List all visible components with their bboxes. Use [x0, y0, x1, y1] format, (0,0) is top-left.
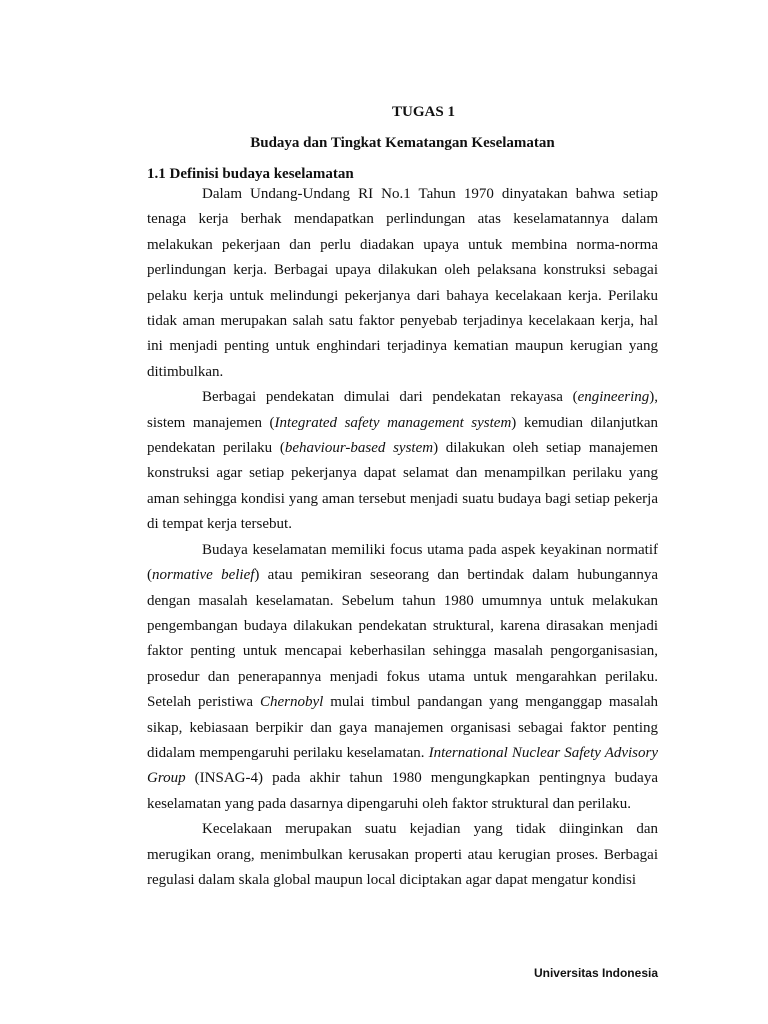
italic-term: Chernobyl — [259, 694, 324, 711]
paragraph-text: ), sistem manajemen ( — [147, 389, 658, 431]
paragraph-text: ) kemudian dilanjutkan pendekatan perilaku ( — [147, 414, 658, 457]
italic-term: normative belief — [152, 567, 255, 584]
paragraph-text: ) dilakukan oleh setiap manajemen konstruksi agar setiap pekerjanya dapat selamat dan menampilkan perilaku yang aman sehingga kondisi yang aman tersebut menjadi suatu budaya bagi setiap pekerja di tempat kerja tersebut. — [147, 440, 658, 533]
paragraph-text: Kecelakaan merupakan suatu kejadian yang tidak diinginkan dan merugikan orang, menimbulkan kerusakan properti atau kerugian proses. Berbagai regulasi dalam skala global maupun local diciptakan agar dapat mengatur kondisi — [147, 821, 658, 888]
paragraph-text: Berbagai pendekatan dimulai dari pendekatan rekayasa ( — [202, 389, 578, 406]
italic-term: behaviour-based system — [284, 440, 434, 457]
footer-institution: Universitas Indonesia — [533, 966, 658, 980]
paragraph-text: Dalam Undang-Undang RI No.1 Tahun 1970 dinyatakan bahwa setiap tenaga kerja berhak mendapatkan perlindungan atas keselamatannya dalam melakukan pekerjaan dan perlu diadakan upaya untuk membina norma-norma perlindungan kerja. Berbagai upaya dilakukan oleh pelaksana konstruksi sebagai pelaku kerja untuk melindungi pekerjanya dari bahaya kecelakaan kerja. Perilaku tidak aman merupakan salah satu faktor penyebab terjadinya kecelakaan kerja, hal ini menjadi penting untuk enghindari terjadinya kematian maupun kerugian yang ditimbulkan. — [147, 186, 658, 380]
document-subtitle: Budaya dan Tingkat Kematangan Keselamatan — [250, 135, 555, 151]
italic-term: Integrated safety management system — [274, 414, 512, 431]
paragraph — [147, 538, 658, 817]
paragraph — [147, 817, 658, 893]
italic-term: International Nuclear Safety Advisory Group — [147, 744, 659, 787]
paragraph-text: Budaya keselamatan memiliki focus utama pada aspek keyakinan normatif ( — [147, 541, 658, 584]
paragraph — [147, 182, 658, 385]
paragraph-text: mulai timbul pandangan yang menganggap masalah sikap, kebiasaan berpikir dan gaya manajemen organisasi sebagai faktor penting didalam mempengaruhi perilaku keselamatan. — [147, 694, 659, 761]
italic-term: engineering — [577, 389, 650, 406]
paragraph — [147, 385, 658, 537]
paragraph-text: ) atau pemikiran seseorang dan bertindak dalam hubungannya dengan masalah keselamatan. Sebelum tahun 1980 umumnya untuk melakukan pengembangan budaya dilakukan pendekatan struktural, karena dirasakan menjadi faktor penting untuk mencapai keberhasilan sehingga masalah pengorganisasian, prosedur dan penerapannya menjadi fokus utama untuk mengarahkan perilaku. Setelah peristiwa — [147, 567, 659, 711]
section-heading: 1.1 Definisi budaya keselamatan — [147, 166, 354, 182]
document-body — [147, 103, 658, 893]
document-title: TUGAS 1 — [392, 104, 455, 120]
paragraph-text: (INSAG-4) pada akhir tahun 1980 mengungkapkan pentingnya budaya keselamatan yang pada dasarnya dipengaruhi oleh faktor struktural dan perilaku. — [147, 770, 658, 812]
